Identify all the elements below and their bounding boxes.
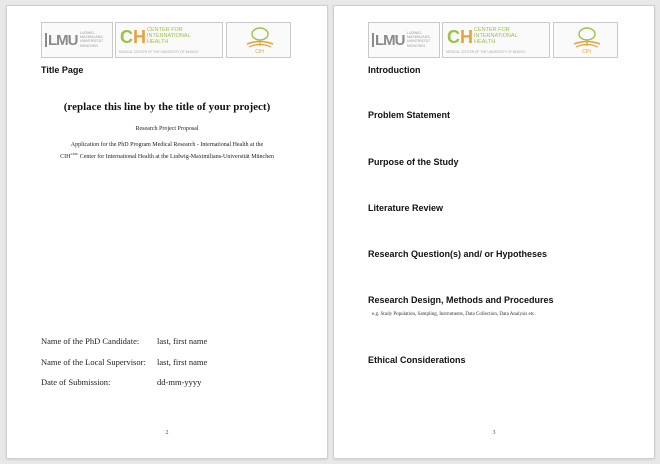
application-line-1: Application for the PhD Program Medical Research - International Health at the xyxy=(70,142,264,148)
project-title-placeholder: (replace this line by the title of your project) xyxy=(63,101,271,113)
cih-sun-label: CIH xyxy=(582,49,591,55)
lmu-logo-mark: LMU xyxy=(48,32,78,49)
lmu-logo xyxy=(368,22,440,58)
cih-sun-logo xyxy=(226,22,291,58)
supervisor-name-value: last, first name xyxy=(157,357,208,367)
lmu-logo-text: LUDWIG- MAXIMILIANS- UNIVERSITÄT MÜNCHEN xyxy=(80,31,104,48)
cih-logo-subtext: MEDICAL CENTER OF THE UNIVERSITY OF MUNICH xyxy=(119,50,199,54)
section-heading-purpose: Purpose of the Study xyxy=(368,157,459,167)
submission-date-label: Date of Submission: xyxy=(41,377,111,387)
cih-logo-mark: CH xyxy=(120,27,146,47)
application-line-2: $CIH^{LMU}$ Center for International Health at the Ludwig-Maximilians-Universität München xyxy=(60,152,274,160)
document-page-2 xyxy=(7,6,327,458)
section-heading-introduction: Introduction xyxy=(368,65,421,75)
cih-logo-subtext: MEDICAL CENTER OF THE UNIVERSITY OF MUNICH xyxy=(446,50,526,54)
research-design-note: e.g. Study Population, Sampling, Instruments, Data Collection, Data Analysis etc. xyxy=(372,312,536,317)
section-heading-research-questions: Research Question(s) and/ or Hypotheses xyxy=(368,249,548,259)
cih-sun-logo xyxy=(553,22,618,58)
header-logos xyxy=(368,22,618,58)
lmu-logo xyxy=(41,22,113,58)
section-heading-research-design: Research Design, Methods and Procedures xyxy=(368,295,554,305)
lmu-logo-mark: LMU xyxy=(375,32,405,49)
lmu-logo-text: LUDWIG- MAXIMILIANS- UNIVERSITÄT MÜNCHEN xyxy=(407,31,431,48)
candidate-name-label: Name of the PhD Candidate: xyxy=(41,336,140,346)
document-page-3 xyxy=(334,6,654,458)
section-heading-literature-review: Literature Review xyxy=(368,203,444,213)
page-number: 3 xyxy=(492,430,496,436)
page-number: 2 xyxy=(165,430,169,436)
section-heading-problem-statement: Problem Statement xyxy=(368,110,451,120)
candidate-name-value: last, first name xyxy=(157,336,208,346)
cih-logo xyxy=(115,22,223,58)
submission-date-value: dd-mm-yyyy xyxy=(157,377,202,387)
section-heading-ethical-considerations: Ethical Considerations xyxy=(368,355,466,365)
proposal-subtitle: Research Project Proposal xyxy=(135,126,199,132)
header-logos xyxy=(41,22,291,58)
supervisor-name-label: Name of the Local Supervisor: xyxy=(41,357,146,367)
sun-tree-icon xyxy=(568,25,606,49)
sun-tree-icon xyxy=(241,25,279,49)
page-heading-title-page: Title Page xyxy=(41,65,84,75)
cih-sun-label: CIH xyxy=(255,49,264,55)
cih-logo xyxy=(442,22,550,58)
cih-logo-text: CENTER FOR INTERNATIONAL HEALTH xyxy=(474,27,518,45)
cih-logo-mark: CH xyxy=(447,27,473,47)
cih-logo-text: CENTER FOR INTERNATIONAL HEALTH xyxy=(147,27,191,45)
